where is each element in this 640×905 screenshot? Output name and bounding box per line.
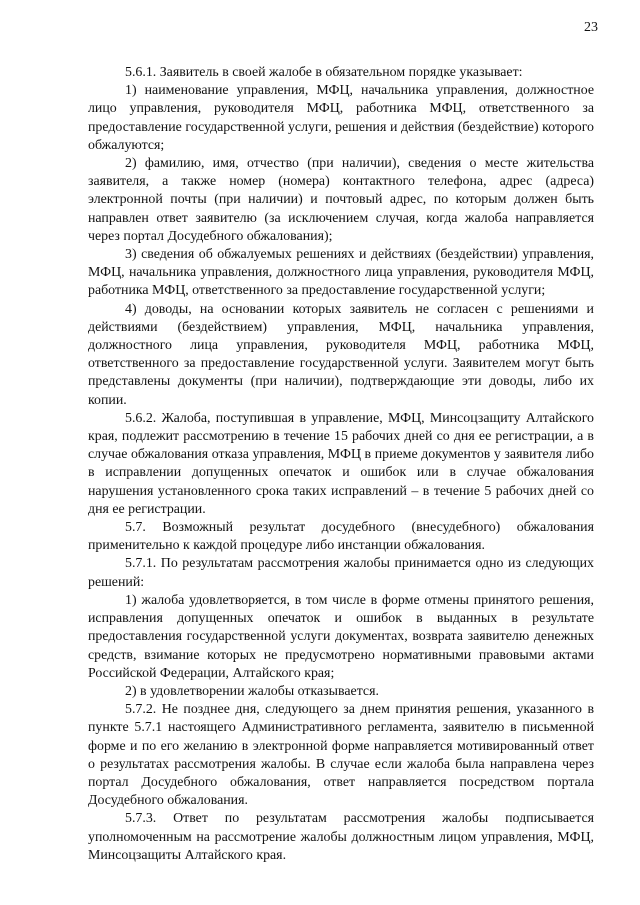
- list-item-2: 2) фамилию, имя, отчество (при наличии), сведения о месте жительства заявителя, а также номер (номера) контактного телефона, адрес (адреса) электронной почты (при наличии) и почтовый адрес, по которым должен быть направлен ответ заявителю (за исключением случая, когда жалоба направляется через портал Досудебного обжалования);: [88, 156, 594, 244]
- paragraph-5-7-2: 5.7.2. Не позднее дня, следующего за днем принятия решения, указанного в пункте 5.7.1 настоящего Административного регламента, заявителю в письменной форме и по его желанию в электронной форме направляется мотивированный ответ о результатах рассмотрения жалобы. В случае если жалоба была направлена через портал Досудебного обжалования, ответ направляется посредством портала Досудебного обжалования.: [88, 702, 594, 809]
- list-item-4: 4) доводы, на основании которых заявитель не согласен с решениями и действиями (бездействием) управления, МФЦ, начальника управления, должностного лица управления, руководителя МФЦ, работника МФЦ, ответственного за предоставление государственной услуги. Заявителем могут быть представлены документы (при наличии), подтверждающие эти доводы, либо их копии.: [88, 301, 594, 408]
- document-body: [88, 64, 594, 865]
- decision-item-1: 1) жалоба удовлетворяется, в том числе в форме отмены принятого решения, исправления допущенных опечаток и ошибок в выданных в результате предоставления государственной услуги документах, возврата заявителю денежных средств, взимание которых не предусмотрено нормативными правовыми актами Российской Федерации, Алтайского края;: [88, 592, 594, 681]
- paragraph-5-7-3: 5.7.3. Ответ по результатам рассмотрения жалобы подписывается уполномоченным на рассмотрение жалобы должностным лицом управления, МФЦ, Минсоцзащиты Алтайского края.: [88, 811, 594, 863]
- paragraph-5-6-2: 5.6.2. Жалоба, поступившая в управление, МФЦ, Минсоцзащиту Алтайского края, подлежит рассмотрению в течение 15 рабочих дней со дня ее регистрации, а в случае обжалования отказа управления, МФЦ в приеме документов у заявителя либо в исправлении допущенных опечаток и ошибок или в случае обжалования нарушения установленного срока таких исправлений – в течение 5 рабочих дней со дня ее регистрации.: [88, 410, 594, 517]
- list-item-1: 1) наименование управления, МФЦ, начальника управления, должностное лицо управления, руководителя МФЦ, работника МФЦ, ответственного за предоставление государственной услуги, решения и действия (бездействие) которого обжалуются;: [88, 83, 594, 153]
- paragraph-5-7: 5.7. Возможный результат досудебного (внесудебного) обжалования применительно к каждой процедуре либо инстанции обжалования.: [88, 520, 594, 554]
- decision-item-2: 2) в удовлетворении жалобы отказывается.: [125, 683, 379, 699]
- paragraph-5-7-1: 5.7.1. По результатам рассмотрения жалобы принимается одно из следующих решений:: [88, 556, 594, 590]
- paragraph-5-6-1: 5.6.1. Заявитель в своей жалобе в обязательном порядке указывает:: [125, 65, 523, 80]
- page-number: 23: [584, 20, 598, 35]
- list-item-3: 3) сведения об обжалуемых решениях и действиях (бездействии) управления, МФЦ, начальника управления, должностного лица управления, руководителя МФЦ, работника МФЦ, ответственного за предоставление государственной услуги;: [88, 247, 594, 299]
